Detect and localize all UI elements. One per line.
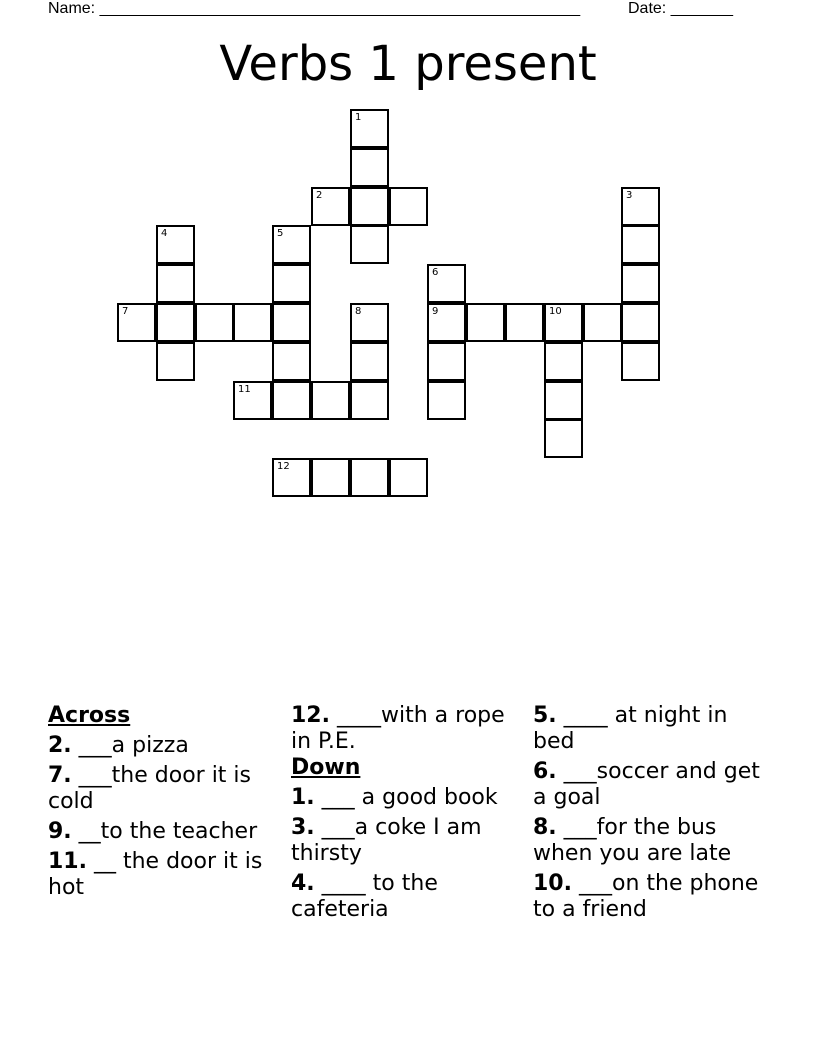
down-clue (291, 815, 521, 867)
clue-text: ___a coke I am thirsty (291, 815, 482, 866)
across-clue (48, 849, 278, 901)
grid-cell[interactable] (311, 381, 350, 420)
clue-number: 10. (533, 871, 572, 896)
clue-text: ___soccer and get a goal (533, 759, 760, 810)
name-field-label: Name: ______________________________________________________ (48, 0, 581, 17)
grid-cell[interactable] (583, 303, 622, 342)
clue-column-1 (48, 703, 278, 901)
down-clue (533, 871, 763, 923)
grid-cell[interactable] (427, 342, 466, 381)
clue-number: 2. (48, 733, 72, 758)
grid-cell[interactable] (156, 342, 195, 381)
grid-cell[interactable] (544, 342, 583, 381)
clue-number: 7. (48, 763, 72, 788)
grid-cell[interactable] (350, 381, 389, 420)
grid-cell[interactable] (427, 381, 466, 420)
across-clue (48, 819, 278, 845)
grid-cell[interactable] (544, 303, 583, 342)
grid-cell[interactable] (233, 303, 272, 342)
grid-cell[interactable] (621, 264, 660, 303)
across-clue (48, 763, 278, 815)
grid-cell[interactable] (156, 264, 195, 303)
grid-cell[interactable] (311, 187, 350, 226)
page-title: Verbs 1 present (219, 36, 597, 92)
grid-cell[interactable] (272, 342, 311, 381)
crossword-grid (0, 0, 816, 520)
grid-cell[interactable] (272, 381, 311, 420)
cell-number: 2 (316, 190, 323, 201)
grid-cell[interactable] (466, 303, 505, 342)
grid-cell[interactable] (350, 148, 389, 187)
grid-cell[interactable] (233, 381, 272, 420)
grid-cell[interactable] (156, 303, 195, 342)
grid-cell[interactable] (350, 187, 389, 226)
clue-number: 12. (291, 703, 330, 728)
clue-text: ___a pizza (78, 733, 189, 758)
grid-cell[interactable] (311, 458, 350, 497)
across-clue (291, 703, 521, 755)
clue-text: ___the door it is cold (48, 763, 251, 814)
clue-text: ___ a good book (321, 785, 498, 810)
clue-column-3 (533, 703, 763, 923)
cell-number: 11 (238, 384, 251, 395)
grid-cell[interactable] (350, 109, 389, 148)
clue-text: ____ at night in bed (533, 703, 728, 754)
grid-cell[interactable] (350, 458, 389, 497)
grid-cell[interactable] (156, 225, 195, 264)
grid-cell[interactable] (272, 225, 311, 264)
grid-cell[interactable] (621, 187, 660, 226)
cell-number: 3 (626, 190, 633, 201)
clue-number: 5. (533, 703, 557, 728)
clue-number: 3. (291, 815, 315, 840)
across-clue (48, 733, 278, 759)
grid-cell[interactable] (117, 303, 156, 342)
down-clue (533, 759, 763, 811)
down-heading: Down (291, 755, 361, 780)
date-field-label: Date: _______ (628, 0, 733, 17)
grid-cell[interactable] (427, 264, 466, 303)
grid-cell[interactable] (621, 225, 660, 264)
grid-cell[interactable] (350, 342, 389, 381)
clue-number: 1. (291, 785, 315, 810)
grid-cell[interactable] (621, 303, 660, 342)
cell-number: 8 (355, 306, 362, 317)
grid-cell[interactable] (350, 225, 389, 264)
cell-number: 6 (432, 267, 439, 278)
cell-number: 4 (161, 228, 168, 239)
cell-number: 5 (277, 228, 284, 239)
cell-number: 1 (355, 112, 362, 123)
clue-text: ___on the phone to a friend (533, 871, 759, 922)
clue-text: ___for the bus when you are late (533, 815, 732, 866)
grid-cell[interactable] (350, 303, 389, 342)
clue-number: 6. (533, 759, 557, 784)
grid-cell[interactable] (389, 458, 428, 497)
clue-text: __to the teacher (78, 819, 258, 844)
grid-cell[interactable] (621, 342, 660, 381)
cell-number: 10 (549, 306, 562, 317)
grid-cell[interactable] (389, 187, 428, 226)
down-clue (291, 871, 521, 923)
grid-cell[interactable] (272, 264, 311, 303)
grid-cell[interactable] (272, 458, 311, 497)
clue-text: ____ to the cafeteria (291, 871, 438, 922)
clue-column-2 (291, 703, 521, 923)
clue-text: __ the door it is hot (48, 849, 263, 900)
clue-number: 8. (533, 815, 557, 840)
across-heading: Across (48, 703, 131, 728)
grid-cell[interactable] (427, 303, 466, 342)
clue-number: 4. (291, 871, 315, 896)
clue-text: ____with a rope in P.E. (291, 703, 505, 754)
cell-number: 9 (432, 306, 439, 317)
clue-number: 9. (48, 819, 72, 844)
grid-cell[interactable] (544, 381, 583, 420)
grid-cell[interactable] (505, 303, 544, 342)
grid-cell[interactable] (272, 303, 311, 342)
down-clue (533, 703, 763, 755)
cell-number: 7 (122, 306, 129, 317)
down-clue (291, 785, 521, 811)
grid-cell[interactable] (544, 419, 583, 458)
cell-number: 12 (277, 461, 290, 472)
grid-cell[interactable] (195, 303, 234, 342)
clue-number: 11. (48, 849, 87, 874)
down-clue (533, 815, 763, 867)
